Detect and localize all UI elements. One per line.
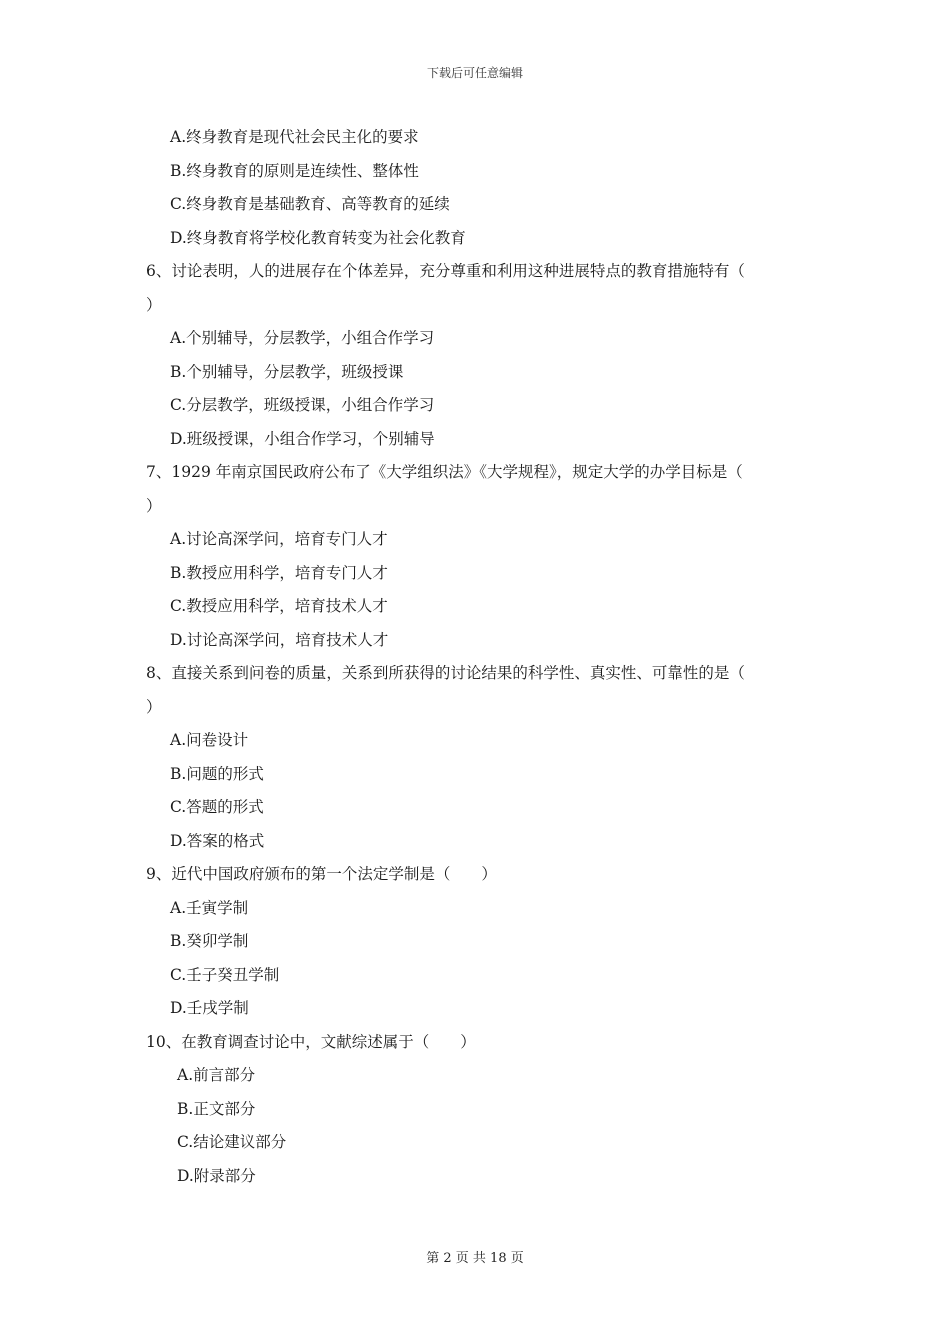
question-list (146, 122, 810, 1194)
question-6-stem: 6、讨论表明，人的进展存在个体差异，充分尊重和利用这种进展特点的教育措施特有（ (146, 262, 745, 280)
question-10 (146, 1027, 810, 1195)
page-footer: 第 2 页 共 18 页 (426, 1251, 524, 1266)
option-8a: A.问卷设计 (170, 731, 249, 749)
option-9d: D.壬戌学制 (170, 999, 249, 1017)
option-9a: A.壬寅学制 (170, 898, 249, 917)
question-7-stem-cont: ） (146, 496, 162, 515)
option-5c: C.终身教育是基础教育、高等教育的延续 (170, 195, 450, 213)
option-6a: A.个别辅导，分层教学，小组合作学习 (170, 329, 435, 347)
option-6d: D.班级授课，小组合作学习，个别辅导 (170, 429, 435, 448)
page-header: 下载后可任意编辑 (426, 66, 523, 80)
option-8b: B.问题的形式 (170, 764, 264, 783)
option-5a: A.终身教育是现代社会民主化的要求 (170, 128, 419, 146)
question-5-options (146, 122, 810, 256)
question-7-stem: 7、1929 年南京国民政府公布了《大学组织法》《大学规程》，规定大学的办学目标是（ (146, 463, 743, 481)
option-7d: D.讨论高深学问，培育技术人才 (170, 630, 389, 649)
option-9b: B.癸卯学制 (170, 932, 249, 950)
question-9-stem: 9、近代中国政府颁布的第一个法定学制是（ ） (146, 865, 497, 883)
option-9c: C.壬子癸丑学制 (170, 965, 280, 984)
question-6-stem-cont: ） (146, 295, 162, 314)
option-7b: B.教授应用科学，培育专门人才 (170, 563, 388, 582)
question-8-stem: 8、直接关系到问卷的质量，关系到所获得的讨论结果的科学性、真实性、可靠性的是（ (146, 664, 745, 682)
option-6c: C.分层教学，班级授课，小组合作学习 (170, 396, 435, 414)
option-8c: C.答题的形式 (170, 798, 264, 816)
question-9 (146, 859, 810, 1027)
option-8d: D.答案的格式 (170, 831, 265, 850)
option-5b: B.终身教育的原则是连续性、整体性 (170, 161, 419, 180)
option-10c: C.结论建议部分 (177, 1133, 287, 1151)
question-8 (146, 658, 810, 859)
question-7 (146, 457, 810, 658)
question-8-stem-cont: ） (146, 697, 162, 716)
option-10b: B.正文部分 (177, 1099, 256, 1118)
option-10d: D.附录部分 (177, 1166, 256, 1185)
option-10a: A.前言部分 (177, 1066, 256, 1084)
option-7a: A.讨论高深学问，培育专门人才 (170, 530, 388, 548)
option-7c: C.教授应用科学，培育技术人才 (170, 597, 388, 615)
question-10-stem: 10、在教育调查讨论中，文献综述属于（ ） (146, 1032, 476, 1051)
option-6b: B.个别辅导，分层教学，班级授课 (170, 362, 404, 381)
option-5d: D.终身教育将学校化教育转变为社会化教育 (170, 228, 466, 247)
question-6 (146, 256, 810, 457)
